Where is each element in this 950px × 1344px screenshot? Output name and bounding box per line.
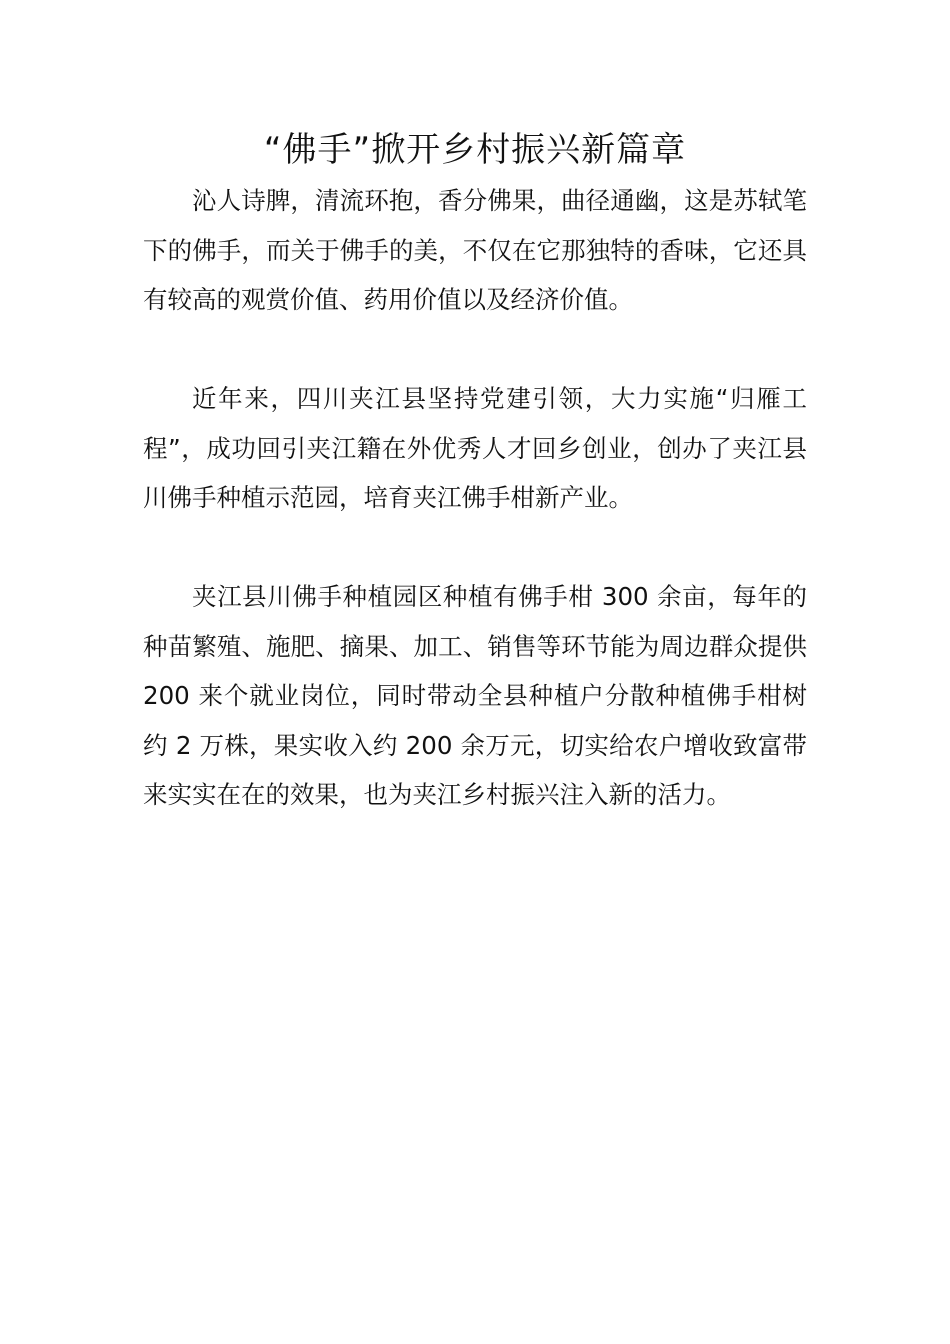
page-title: “佛手”掀开乡村振兴新篇章 [263, 130, 687, 170]
paragraph-1: 沁人诗脾，清流环抱，香分佛果，曲径通幽，这是苏轼笔下的佛手，而关于佛手的美，不仅在它那独特的香味，它还具有较高的观赏价值、药用价值以及经济价值。 [143, 186, 807, 314]
article-body [143, 176, 807, 820]
paragraph-2: 近年来，四川夹江县坚持党建引领，大力实施“归雁工程”，成功回引夹江籍在外优秀人才回乡创业，创办了夹江县川佛手种植示范园，培育夹江佛手柑新产业。 [143, 384, 807, 512]
paragraph-spacer [143, 523, 807, 573]
paragraph-spacer [143, 325, 807, 375]
paragraph-3: 夹江县川佛手种植园区种植有佛手柑 300 余亩，每年的种苗繁殖、施肥、摘果、加工、销售等环节能为周边群众提供 200 来个就业岗位，同时带动全县种植户分散种植佛手柑树约 2 万株，果实收入约 200 余万元，切实给农户增收致富带来实实在在的效果，也为夹江乡村振兴注入新的活力。 [143, 582, 807, 809]
